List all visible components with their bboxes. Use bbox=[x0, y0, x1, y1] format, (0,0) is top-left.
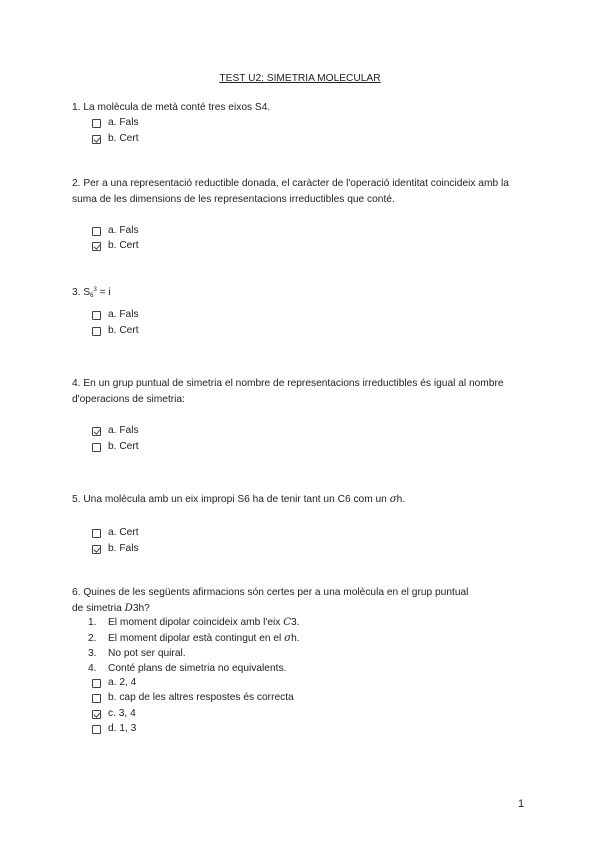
q6-option-d[interactable] bbox=[92, 723, 136, 735]
option-label: d. 1, 3 bbox=[108, 723, 137, 734]
q3-option-a[interactable] bbox=[92, 309, 139, 321]
q4-option-b[interactable] bbox=[92, 441, 139, 453]
checkbox-q2b[interactable] bbox=[92, 242, 101, 251]
q6-option-c[interactable] bbox=[92, 708, 136, 720]
option-label: a. Fals bbox=[108, 309, 139, 320]
option-label: b. Cert bbox=[108, 240, 139, 251]
checkbox-q3b[interactable] bbox=[92, 327, 101, 336]
statement-1: 1. El moment dipolar coincideix amb l'eix C3. bbox=[88, 617, 300, 628]
option-label: a. Cert bbox=[108, 527, 139, 538]
q1-option-a[interactable] bbox=[92, 117, 139, 129]
option-label: b. cap de les altres respostes és correcta bbox=[108, 692, 294, 703]
question-5-text: 5. Una molècula amb un eix impropi S6 ha de tenir tant un C6 com un σh. bbox=[72, 494, 406, 505]
checkbox-q5a[interactable] bbox=[92, 529, 101, 538]
option-label: c. 3, 4 bbox=[108, 708, 136, 719]
checkbox-q6d[interactable] bbox=[92, 725, 101, 734]
option-label: a. Fals bbox=[108, 425, 139, 436]
checkbox-q2a[interactable] bbox=[92, 227, 101, 236]
checkbox-q1b[interactable] bbox=[92, 135, 101, 144]
option-label: b. Cert bbox=[108, 441, 139, 452]
q6-option-a[interactable] bbox=[92, 677, 136, 689]
option-label: a. Fals bbox=[108, 117, 139, 128]
option-label: b. Cert bbox=[108, 325, 139, 336]
q2-option-b[interactable] bbox=[92, 240, 139, 252]
page-number: 1 bbox=[518, 798, 525, 810]
option-label: b. Fals bbox=[108, 543, 139, 554]
checkbox-q5b[interactable] bbox=[92, 545, 101, 554]
question-6-text: 6. Quines de les següents afirmacions són certes per a una molècula en el grup puntual de simetria D3h? bbox=[72, 587, 469, 614]
statement-2: 2. El moment dipolar està contingut en el σh. bbox=[88, 633, 300, 644]
q5-option-a[interactable] bbox=[92, 527, 139, 539]
question-2-text: 2. Per a una representació reductible donada, el caràcter de l'operació identitat coincideix amb la suma de les dimensions de les representacions irreductibles que conté. bbox=[72, 178, 509, 205]
option-label: a. Fals bbox=[108, 225, 139, 236]
option-label: a. 2, 4 bbox=[108, 677, 137, 688]
checkbox-q3a[interactable] bbox=[92, 311, 101, 320]
checkbox-q6c[interactable] bbox=[92, 710, 101, 719]
page-title: TEST U2: SIMETRIA MOLECULAR bbox=[219, 73, 381, 84]
q1-option-b[interactable] bbox=[92, 133, 139, 145]
statement-4: 4. Conté plans de simetria no equivalents. bbox=[88, 663, 287, 674]
q5-option-b[interactable] bbox=[92, 543, 139, 555]
option-label: b. Cert bbox=[108, 133, 139, 144]
checkbox-q4a[interactable] bbox=[92, 427, 101, 436]
q6-option-b[interactable] bbox=[92, 692, 294, 704]
question-4-text: 4. En un grup puntual de simetria el nombre de representacions irreductibles és igual al nombre d'operacions de simetria: bbox=[72, 378, 504, 405]
statement-3: 3. No pot ser quiral. bbox=[88, 648, 186, 659]
checkbox-q1a[interactable] bbox=[92, 119, 101, 128]
q3-option-b[interactable] bbox=[92, 325, 139, 337]
q2-option-a[interactable] bbox=[92, 225, 139, 237]
checkbox-q4b[interactable] bbox=[92, 443, 101, 452]
checkbox-q6b[interactable] bbox=[92, 694, 101, 703]
checkbox-q6a[interactable] bbox=[92, 679, 101, 688]
q4-option-a[interactable] bbox=[92, 425, 139, 437]
question-3-text: 3. $S_6^3 = i$ bbox=[72, 287, 111, 299]
question-1-text: 1. La molècula de metà conté tres eixos S4. bbox=[72, 102, 271, 113]
